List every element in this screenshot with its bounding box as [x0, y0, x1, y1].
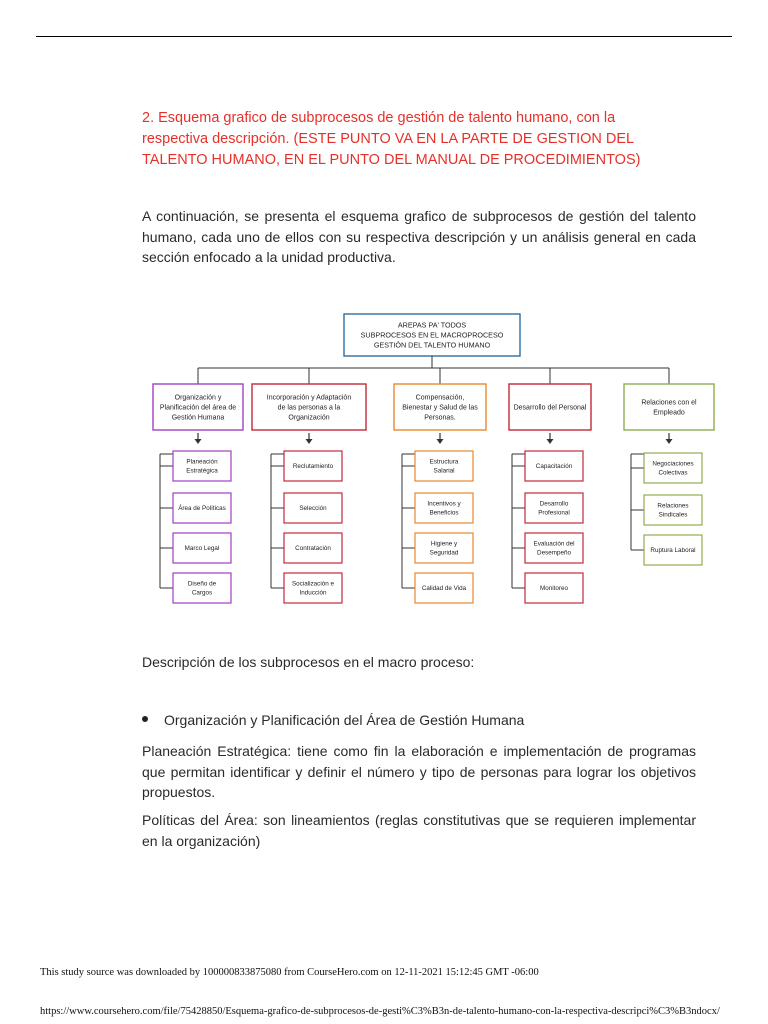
bullet-dot-icon — [142, 716, 148, 722]
item-box-label: Contratación — [295, 545, 331, 553]
item-box — [173, 573, 231, 603]
category-box-label: Organización y Planificación del área de Gestión Humana — [159, 394, 237, 422]
politicas-paragraph: Políticas del Área: son lineamientos (reglas constitutivas que se requieren implementar en la organización) — [142, 812, 696, 849]
item-box-label: Estructura Salarial — [429, 458, 459, 475]
item-box-label: Calidad de Vida — [421, 585, 467, 593]
item-box-label: Marco Legal — [184, 545, 220, 553]
arrow-head-icon — [437, 439, 444, 444]
item-box-label: Diseño de Cargos — [187, 580, 217, 597]
item-box — [173, 451, 231, 481]
item-box-label: Selección — [299, 505, 327, 513]
item-box-label: Incentivos y Beneficios — [427, 500, 461, 517]
item-box — [415, 493, 473, 523]
item-box-label: Negociaciones Colectivas — [652, 460, 694, 477]
category-box-label: Incorporación y Adaptación de las personas a la Organización — [266, 394, 352, 422]
item-box-label: Reclutamiento — [292, 463, 334, 471]
arrow-head-icon — [547, 439, 554, 444]
arrow-head-icon — [306, 439, 313, 444]
item-box-label: Monitoreo — [539, 585, 569, 593]
planeacion-paragraph: Planeación Estratégica: tiene como fin la elaboración e implementación de programas que permitan identificar y definir el número y tipo de personas para lograr los objetivos propuestos. — [142, 743, 696, 800]
arrow-head-icon — [195, 439, 202, 444]
item-box-label: Capacitación — [535, 463, 573, 471]
root-box-label: AREPAS PA' TODOS SUBPROCESOS EN EL MACROPROCESO GESTIÓN DEL TALENTO HUMANO — [360, 320, 504, 350]
category-box-label: Compensación, Bienestar y Salud de las Personas. — [402, 394, 478, 422]
category-box — [624, 384, 714, 430]
item-box — [415, 533, 473, 563]
org-chart-diagram — [144, 304, 722, 612]
item-box-label: Relaciones Sindicales — [657, 502, 689, 519]
item-box — [525, 493, 583, 523]
category-box-label: Relaciones con el Empleado — [641, 399, 697, 417]
category-box-label: Desarrollo del Personal — [513, 404, 587, 412]
download-notice: This study source was downloaded by 100000833875080 from CourseHero.com on 12-11-2021 15:12:45 GMT -06:00 — [40, 967, 539, 978]
item-box-label: Área de Políticas — [178, 505, 226, 513]
bullet-item — [142, 712, 524, 728]
org-chart-svg — [144, 304, 722, 612]
item-box — [284, 573, 342, 603]
item-box — [644, 495, 702, 525]
item-box-label: Desarrollo Profesional — [538, 500, 570, 517]
top-rule — [36, 36, 732, 37]
item-box-label: Ruptura Laboral — [650, 547, 696, 555]
item-box-label: Higiene y Seguridad — [429, 540, 459, 557]
item-box-label: Planeación Estratégica — [186, 458, 218, 475]
item-box — [525, 533, 583, 563]
arrow-head-icon — [666, 439, 673, 444]
section-heading: 2. Esquema grafico de subprocesos de gestión de talento humano, con la respectiva descripción. (ESTE PUNTO VA EN LA PARTE DE GESTION DEL TALENTO HUMANO, EN EL PUNTO DEL MANUAL DE PROCEDIMIENTOS) — [142, 110, 641, 168]
bullet-text: Organización y Planificación del Área de Gestión Humana — [164, 712, 525, 728]
description-subtitle: Descripción de los subprocesos en el macro proceso: — [142, 654, 475, 670]
item-box-label: Socialización e Inducción — [291, 580, 335, 597]
item-box-label: Evaluación del Desempeño — [533, 540, 575, 557]
source-url[interactable]: https://www.coursehero.com/file/75428850/Esquema-grafico-de-subprocesos-de-gesti%C3%B3n-de-talento-humano-con-la-respectiva-descripci%C3%B3ndocx/ — [40, 1006, 720, 1017]
item-box — [415, 451, 473, 481]
item-box — [644, 453, 702, 483]
intro-paragraph: A continuación, se presenta el esquema grafico de subprocesos de gestión del talento humano, cada uno de ellos con su respectiva descripción y un análisis general en cada sección enfocado a la unidad productiva. — [142, 208, 696, 265]
